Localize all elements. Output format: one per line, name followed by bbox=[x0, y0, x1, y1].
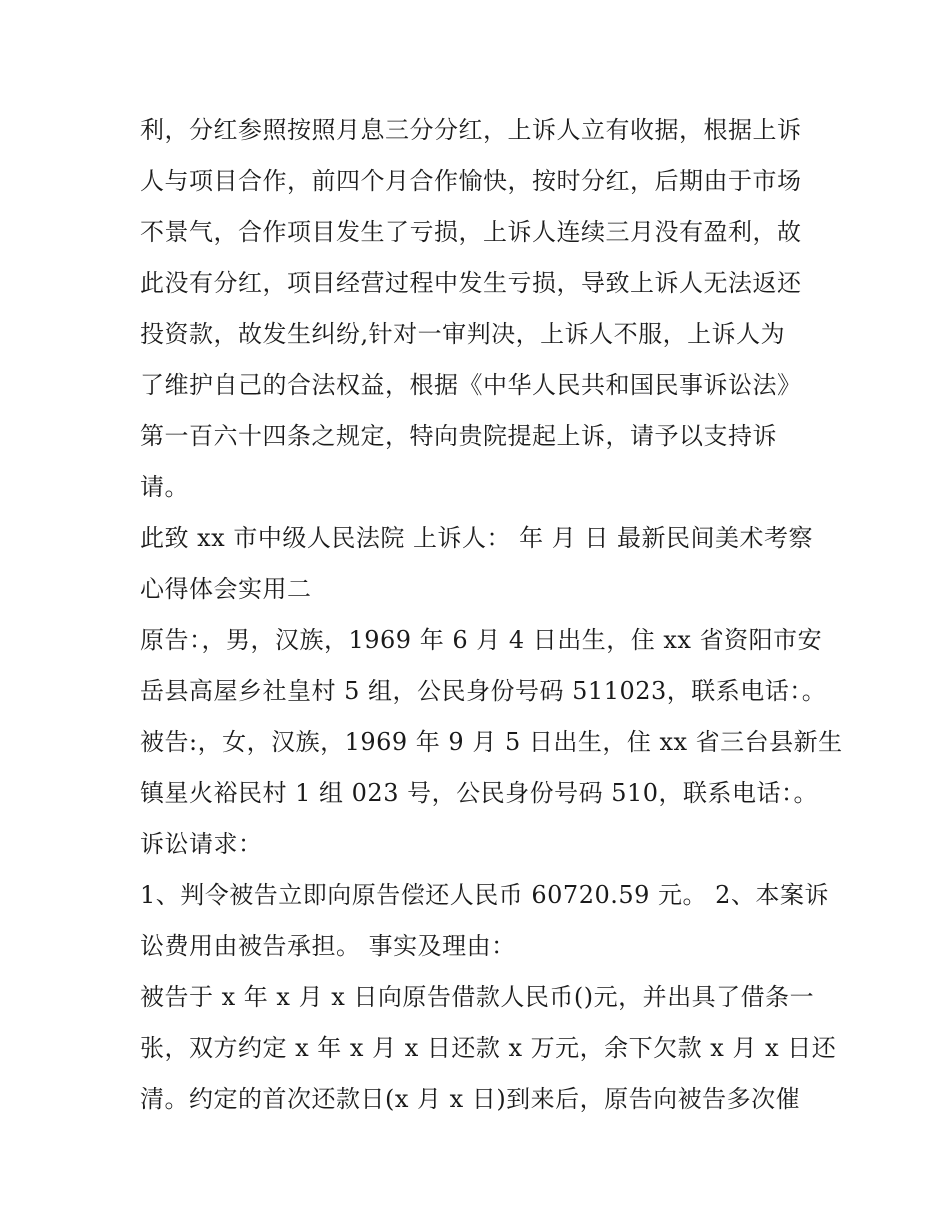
text-line: 1、判令被告立即向原告偿还人民币 60720.59 元。 2、本案诉 bbox=[140, 881, 829, 909]
text-line: 被告:，女，汉族，1969 年 9 月 5 日出生，住 xx 省三台县新生 bbox=[140, 728, 843, 756]
text-line: 了维护自己的合法权益，根据《中华人民共和国民事诉讼法》 bbox=[140, 371, 802, 399]
text-line: 请。 bbox=[140, 473, 189, 501]
text-line: 被告于 x 年 x 月 x 日向原告借款人民币()元，并出具了借条一 bbox=[140, 983, 815, 1011]
text-line: 第一百六十四条之规定，特向贵院提起上诉，请予以支持诉 bbox=[140, 422, 777, 450]
text-line: 诉讼请求： bbox=[140, 830, 263, 858]
document-body bbox=[140, 105, 843, 1125]
text-line: 投资款，故发生纠纷,针对一审判决，上诉人不服，上诉人为 bbox=[140, 320, 786, 348]
text-line: 此没有分红，项目经营过程中发生亏损，导致上诉人无法返还 bbox=[140, 269, 802, 297]
text-line: 利，分红参照按照月息三分分红，上诉人立有收据，根据上诉 bbox=[140, 116, 802, 144]
text-line: 心得体会实用二 bbox=[140, 575, 312, 603]
text-line: 岳县高屋乡社皇村 5 组，公民身份号码 511023，联系电话：。 bbox=[140, 677, 827, 705]
text-line: 原告：，男，汉族，1969 年 6 月 4 日出生，住 xx 省资阳市安 bbox=[140, 626, 823, 654]
text-line: 此致 xx 市中级人民法院 上诉人： 年 月 日 最新民间美术考察 bbox=[140, 524, 813, 552]
text-line: 镇星火裕民村 1 组 023 号，公民身份号码 510，联系电话：。 bbox=[140, 779, 819, 807]
text-line: 不景气，合作项目发生了亏损，上诉人连续三月没有盈利，故 bbox=[140, 218, 802, 246]
text-line: 张，双方约定 x 年 x 月 x 日还款 x 万元，余下欠款 x 月 x 日还 bbox=[140, 1034, 837, 1062]
text-line: 人与项目合作，前四个月合作愉快，按时分红，后期由于市场 bbox=[140, 167, 802, 195]
text-line: 清。约定的首次还款日(x 月 x 日)到来后，原告向被告多次催 bbox=[140, 1085, 801, 1113]
text-line: 讼费用由被告承担。 事实及理由： bbox=[140, 932, 516, 960]
